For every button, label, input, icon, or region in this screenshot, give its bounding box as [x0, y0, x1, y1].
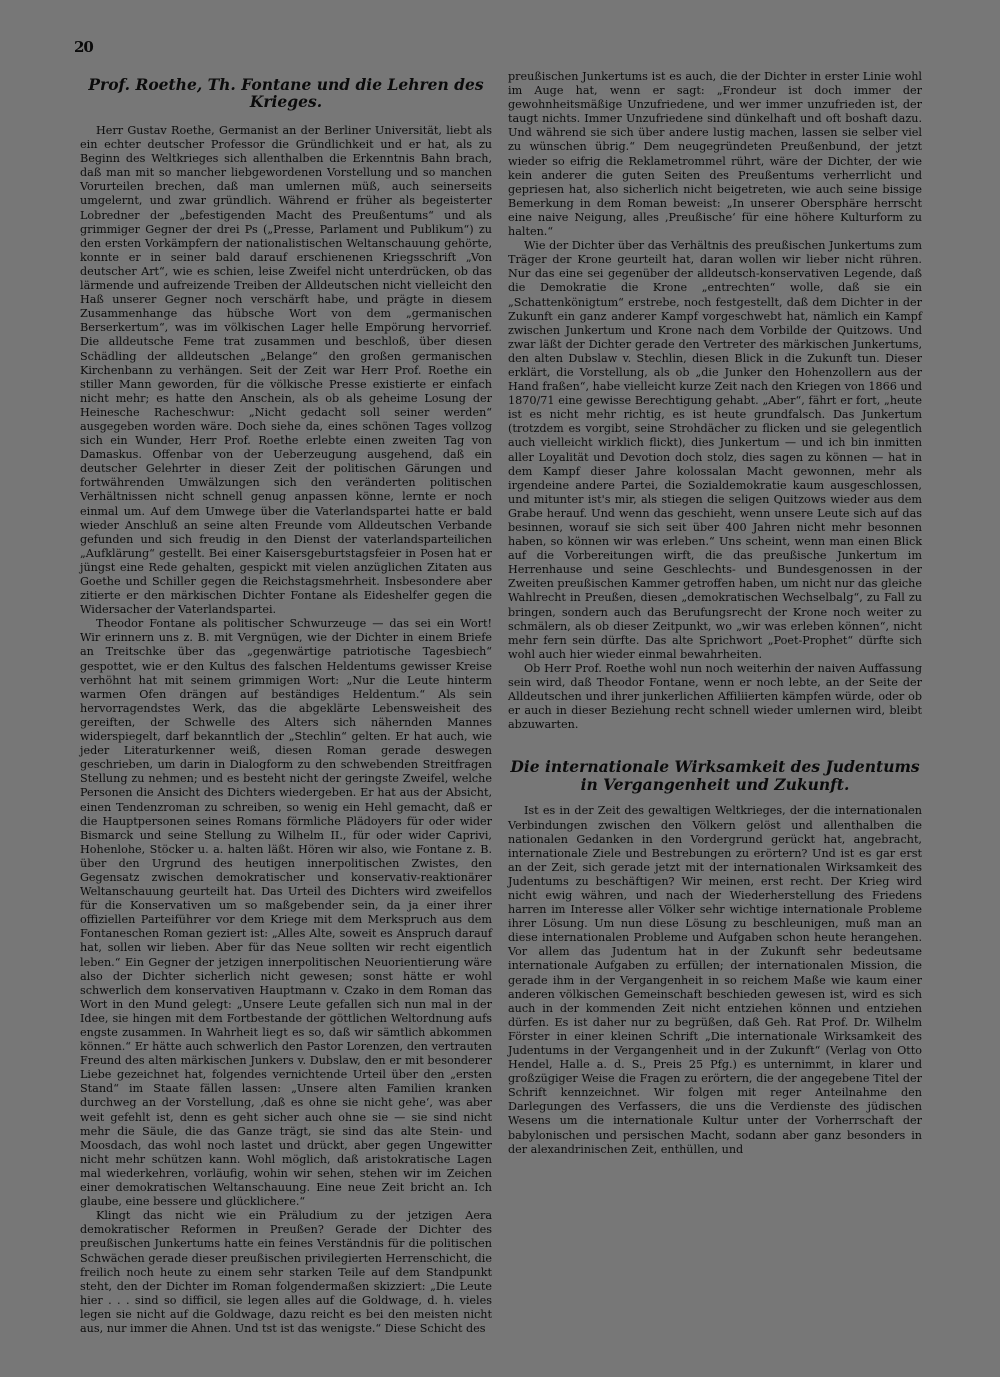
- article2-paragraph-1: Ist es in der Zeit des gewaltigen Weltkrieges, der die internationalen Verbindungen zwischen den Völkern gelöst und allenthalben die nationalen Gedanken in den Vordergrund gerückt hat, angebracht, internationale Ziele und Bestrebungen zu erörtern? Und ist es gar erst an der Zeit, sich gerade jetzt mit der internationalen Wirksamkeit des Judentums zu beschäftigen? Wir meinen, erst recht. Der Krieg wird nicht ewig währen, und nach der Wiederherstellung des Friedens harren im Interesse aller Völker sehr wichtige internationale Probleme ihrer Lösung. Um nun diese Lösung zu beschleunigen, muß man an diese internationalen Probleme und Aufgaben schon heute herangehen. Vor allem das Judentum hat in der Zukunft sehr bedeutsame internationale Aufgaben zu erfüllen; der internationalen Mission, die gerade ihm in der Vergangenheit in so reichem Maße wie kaum einer anderen völkischen Gemeinschaft beschieden gewesen ist, wird es sich auch in der kommenden Zeit nicht entziehen können und entziehen dürfen. Es ist daher nur zu begrüßen, daß Geh. Rat Prof. Dr. Wilhelm Förster in einer kleinen Schrift „Die internationale Wirksamkeit des Judentums in der Vergangenheit und in der Zukunft“ (Verlag von Otto Hendel, Halle a. d. S., Preis 25 Pfg.) es unternimmt, in klarer und großzügiger Weise die Fragen zu erörtern, die der angegebene Titel der Schrift kennzeichnet. Wir folgen mit reger Anteilnahme den Darlegungen des Verfassers, die uns die Verdienste des jüdischen Wesens um die internationale Kultur unter der Vorherrschaft der babylonischen und persischen Macht, sodann aber ganz besonders in der alexandrinischen Zeit, enthüllen, und: [508, 804, 922, 1156]
- article1-paragraph-2: Theodor Fontane als politischer Schwurzeuge — das sei ein Wort! Wir erinnern uns z. B. mit Vergnügen, wie der Dichter in einem Briefe an Treitschke über das „gegenwärtige patriotische Tagesbiech“ gespottet, wie er den Kultus des falschen Heldentums gewisser Kreise verhöhnt hat mit seinem grimmigen Wort: „Nur die Leute hinterm warmen Ofen drängen auf beständiges Heldentum.“ Als sein hervorragendstes Werk, das die abgeklärte Lebensweisheit des gereiften, der Schwelle des Alters sich nähernden Mannes widerspiegelt, darf bekanntlich der „Stechlin“ gelten. Er hat auch, wie jeder Literaturkenner weiß, diesen Roman gerade deswegen geschrieben, um darin in Dialogform zu den schwebenden Streitfragen Stellung zu nehmen; und es besteht nicht der geringste Zweifel, welche Personen die Ansicht des Dichters wiedergeben. Er hat aus der Absicht, einen Tendenzroman zu schreiben, so wenig ein Hehl gemacht, daß er die Hauptpersonen seines Romans förmliche Plädoyers für oder wider Bismarck und seine Stellung zu Wilhelm II., für oder wider Caprivi, Hohenlohe, Stöcker u. a. halten läßt. Hören wir also, wie Fontane z. B. über den Urgrund des heutigen innerpolitischen Zwistes, den Gegensatz zwischen demokratischer und konservativ-reaktionärer Weltanschauung geurteilt hat. Das Urteil des Dichters wird zweifellos für die Konservativen um so maßgebender sein, da ja einer ihrer offiziellen Parteiführer vor dem Kriege mit dem Merkspruch aus dem Fontaneschen Roman geziert ist: „Alles Alte, soweit es Anspruch darauf hat, sollen wir lieben. Aber für das Neue sollten wir recht eigentlich leben.“ Ein Gegner der jetzigen innerpolitischen Neuorientierung wäre also der Dichter sicherlich nicht gewesen; sonst hätte er wohl schwerlich dem konservativen Hauptmann v. Czako in dem Roman das Wort in den Mund gelegt: „Unsere Leute gefallen sich nun mal in der Idee, sie hingen mit dem Fortbestande der göttlichen Weltordnung aufs engste zusammen. In Wahrheit liegt es so, daß wir sämtlich abkommen können.“ Er hätte auch schwerlich den Pastor Lorenzen, den vertrauten Freund des alten märkischen Junkers v. Dubslaw, den er mit besonderer Liebe gezeichnet hat, folgendes vernichtende Urteil über den „ersten Stand“ im Staate fällen lassen: „Unsere alten Familien kranken durchweg an der Vorstellung, ‚daß es ohne sie nicht gehe‘, was aber weit gefehlt ist, denn es geht sicher auch ohne sie — sie sind nicht mehr die Säule, die das Ganze trägt, sie sind das alte Stein- und Moosdach, das wohl noch lastet und drückt, aber gegen Ungewitter nicht mehr schützen kann. Wohl möglich, daß aristokratische Lagen mal wiederkehren, vorläufig, wohin wir sehen, stehen wir im Zeichen einer demokratischen Weltanschauung. Eine neue Zeit bricht an. Ich glaube, eine bessere und glücklichere.“: [80, 617, 492, 1209]
- article2-headline: Die internationale Wirksamkeit des Judentums in Vergangenheit und Zukunft.: [510, 757, 920, 795]
- article1-headline: Prof. Roethe, Th. Fontane und die Lehren des Krieges.: [88, 75, 484, 111]
- article1-paragraph-4: Wie der Dichter über das Verhältnis des preußischen Junkertums zum Träger der Krone geurteilt hat, daran wollen wir lieber nicht rühren. Nur das eine sei gegenüber der alldeutsch-konservativen Legende, daß die Demokratie die Krone „entrechten“ wolle, daß sie ein „Schattenkönigtum“ erstrebe, noch festgestellt, daß dem Dichter in der Zukunft ein ganz anderer Kampf vorgeschwebt hat, nämlich ein Kampf zwischen Junkertum und Krone nach dem Vorbilde der Quitzows. Und zwar läßt der Dichter gerade den Vertreter des märkischen Junkertums, den alten Dubslaw v. Stechlin, diesen Blick in die Zukunft tun. Dieser erklärt, die Vorstellung, als ob „die Junker den Hohenzollern aus der Hand fraßen“, habe vielleicht kurze Zeit nach den Kriegen von 1866 und 1870/71 eine gewisse Berechtigung gehabt. „Aber“, fährt er fort, „heute ist es nicht mehr richtig, es ist heute grundfalsch. Das Junkertum (trotzdem es vorgibt, seine Strohdächer zu flicken und sie gelegentlich auch vielleicht wirklich flickt), dies Junkertum — und ich bin inmitten aller Loyalität und Devotion doch stolz, dies sagen zu können — hat in dem Kampf dieser Jahre kolossalan Macht gewonnen, mehr als irgendeine andere Partei, die Sozialdemokratie kaum ausgeschlossen, und mitunter ist's mir, als stiegen die seligen Quitzows wieder aus dem Grabe herauf. Und wenn das geschieht, wenn unsere Leute sich auf das besinnen, worauf sie sich seit über 400 Jahren nicht mehr besonnen haben, so können wir was erleben.“ Uns scheint, wenn man einen Blick auf die Vorbereitungen wirft, die das preußische Junkertum im Herrenhause und seine Geschlechts- und Bundesgenossen in der Zweiten preußischen Kammer getroffen haben, um nicht nur das gleiche Wahlrecht in Preußen, diesen „demokratischen Wechselbalg“, zu Fall zu bringen, sondern auch das Berufungsrecht der Krone noch weiter zu schmälern, als ob dieser Zeitpunkt, wo „wir was erleben können“, nicht mehr fern sein dürfte. Das alte Sprichwort „Poet-Prophet“ dürfte sich wohl auch hier wieder einmal bewahrheiten.: [508, 239, 922, 661]
- article1-paragraph-5: Ob Herr Prof. Roethe wohl nun noch weiterhin der naiven Auffassung sein wird, daß Theodor Fontane, wenn er noch lebte, an der Seite der Alldeutschen und ihrer junkerlichen Affiliierten kämpfen würde, oder ob er auch in dieser Beziehung recht schnell wieder umlernen wird, bleibt abzuwarten.: [508, 661, 922, 732]
- left-column: [80, 70, 492, 1336]
- page-number: 20: [74, 38, 93, 56]
- article1-paragraph-1: Herr Gustav Roethe, Germanist an der Berliner Universität, liebt als ein echter deutscher Professor die Gründlichkeit und er hat, als zu Beginn des Weltkrieges sich allenthalben die Erkenntnis Bahn brach, daß man mit so mancher liebgewordenen Vorstellung und so manchen Vorurteilen brechen, daß man umlernen müß, auch seinerseits umgelernt, und zwar gründlich. Während er früher als begeisterter Lobredner der „befestigenden Macht des Preußentums“ und als grimmiger Gegner der drei Ps („Presse, Parlament und Publikum“) zu den ersten Vorkämpfern der nationalistischen Weltanschauung gehörte, konnte er in seiner bald darauf erschienenen Kriegsschrift „Von deutscher Art“, wie es schien, leise Zweifel nicht unterdrücken, ob das lärmende und aufreizende Treiben der Alldeutschen nicht vielleicht den Haß unserer Gegner noch verschärft habe, und prägte in diesem Zusammenhange das hübsche Wort von dem „germanischen Berserkertum“, was im völkischen Lager helle Empörung hervorrief. Die alldeutsche Feme trat zusammen und beschloß, über diesen Schädling der alldeutschen „Belange“ den großen germanischen Kirchenbann zu verhängen. Seit der Zeit war Herr Prof. Roethe ein stiller Mann geworden, für die völkische Presse existierte er einfach nicht mehr; es hatte den Anschein, als ob als geheime Losung der Heinesche Racheschwur: „Nicht gedacht soll seiner werden“ ausgegeben worden wäre. Doch siehe da, eines schönen Tages vollzog sich ein Wunder, Herr Prof. Roethe erlebte einen zweiten Tag von Damaskus. Offenbar von der Ueberzeugung ausgehend, daß ein deutscher Gelehrter in dieser Zeit der politischen Gärungen und fortwährenden Umwälzungen sich den veränderten politischen Verhältnissen nicht schnell genug anpassen könne, lernte er noch einmal um. Auf dem Umwege über die Vaterlandspartei hatte er bald wieder Anschluß an seine alten Freunde vom Alldeutschen Verbande gefunden und sich freudig in den Dienst der vaterlandsparteilichen „Aufklärung“ gestellt. Bei einer Kaisersgeburtstagsfeier in Posen hat er jüngst eine Rede gehalten, gespickt mit vielen anzüglichen Zitaten aus Goethe und Schiller gegen die Reichstagsmehrheit. Insbesondere aber zitierte er den märkischen Dichter Fontane als Eideshelfer gegen die Widersacher der Vaterlandspartei.: [80, 124, 492, 617]
- right-column: [508, 70, 922, 1157]
- article1-paragraph-3-continued: preußischen Junkertums ist es auch, die der Dichter in erster Linie wohl im Auge hat, wenn er sagt: „Frondeur ist doch immer der gewohnheitsmäßige Unzufriedene, und wer immer unzufrieden ist, der taugt nichts. Immer Unzufriedene sind dünkelhaft und oft boshaft dazu. Und während sie sich über andere lustig machen, lassen sie selber viel zu wünschen übrig.“ Dem neugegründeten Preußenbund, der jetzt wieder so eifrig die Reklametrommel rührt, wäre der Dichter, der wie kein anderer die guten Seiten des Preußentums verherrlicht und gepriesen hat, also sicherlich nicht beigetreten, wie auch seine bissige Bemerkung in dem Roman beweist: „In unserer Obersphäre herrscht eine naive Neigung, alles ‚Preußische‘ für eine höhere Kulturform zu halten.“: [508, 70, 922, 239]
- article1-paragraph-3: Klingt das nicht wie ein Präludium zu der jetzigen Aera demokratischer Reformen in Preußen? Gerade der Dichter des preußischen Junkertums hatte ein feines Verständnis für die politischen Schwächen gerade dieser preußischen privilegierten Herrenschicht, die freilich noch heute zu einem sehr starken Teile auf dem Standpunkt steht, den der Dichter im Roman folgendermaßen skizziert: „Die Leute hier . . . sind so difficil, sie legen alles auf die Goldwage, d. h. vieles legen sie nicht auf die Goldwage, dazu reicht es bei den meisten nicht aus, nur immer die Ahnen. Und tst ist das wenigste.“ Diese Schicht des: [80, 1209, 492, 1335]
